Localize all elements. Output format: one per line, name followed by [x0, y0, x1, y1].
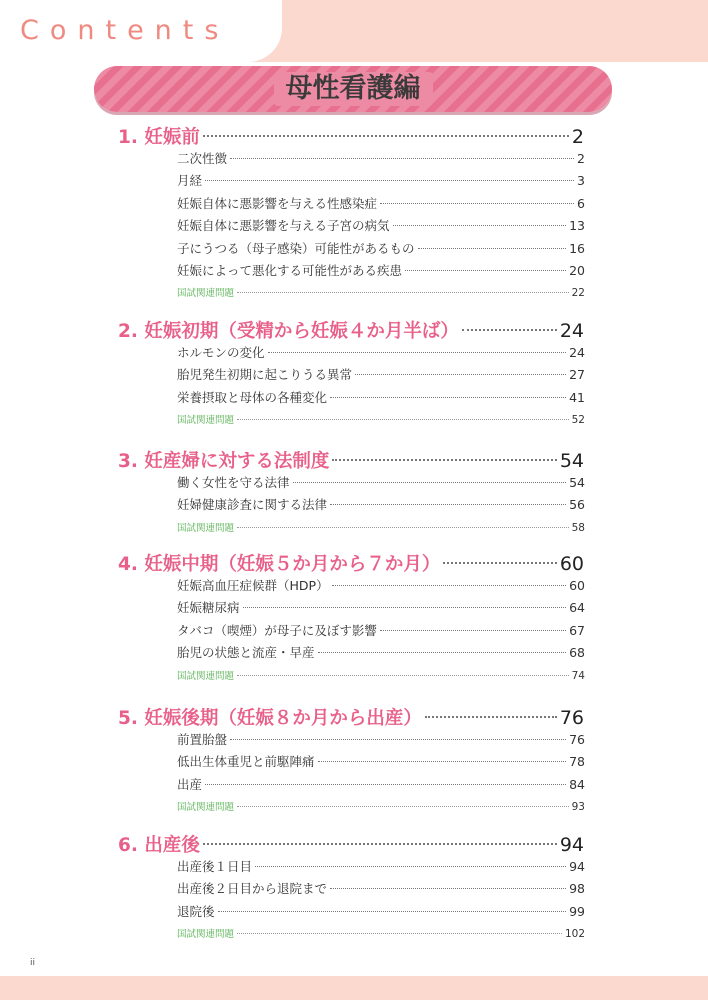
- leader-dots: [443, 562, 556, 564]
- leader-dots: [332, 585, 567, 586]
- toc-entry-page: 67: [569, 622, 585, 638]
- toc-entry-page: 41: [569, 389, 585, 405]
- toc-entry[interactable]: [177, 753, 585, 771]
- toc-entry-page: 20: [569, 263, 585, 278]
- leader-dots: [462, 329, 557, 331]
- leader-dots: [230, 739, 566, 740]
- leader-dots: [268, 352, 567, 353]
- toc-entry-label: 退院後: [177, 903, 215, 919]
- toc-entry[interactable]: [177, 858, 585, 876]
- leader-dots: [405, 270, 566, 271]
- leader-dots: [330, 504, 566, 505]
- exam-questions-entry-label: 国試関連問題: [177, 522, 235, 534]
- toc-entry-label: 妊婦健康診査に関する法律: [177, 497, 328, 513]
- exam-questions-entry-page: 22: [571, 287, 585, 300]
- exam-questions-entry[interactable]: [177, 285, 585, 302]
- leader-dots: [237, 527, 569, 528]
- toc-entry[interactable]: [177, 776, 585, 794]
- toc-entry-page: 98: [569, 881, 585, 897]
- toc-entry-page: 24: [569, 345, 585, 360]
- toc-entry-label: 月経: [177, 173, 203, 189]
- toc-entry[interactable]: [177, 150, 585, 168]
- toc-entry-page: 84: [569, 776, 585, 792]
- chapter-heading-page: 76: [559, 707, 584, 729]
- toc-entry-label: 妊娠糖尿病: [177, 600, 240, 616]
- toc-entry[interactable]: [177, 195, 585, 213]
- page-title: Contents: [20, 15, 230, 46]
- toc-entry-page: 76: [569, 732, 585, 747]
- leader-dots: [355, 374, 566, 375]
- toc-entry-page: 99: [569, 903, 585, 919]
- toc-entry-label: 出産後１日目: [177, 859, 253, 874]
- toc-entry-page: 27: [569, 367, 585, 383]
- toc-entry-label: 妊娠自体に悪影響を与える性感染症: [177, 195, 378, 211]
- chapter-heading[interactable]: [118, 448, 584, 475]
- leader-dots: [243, 607, 567, 608]
- chapter-heading-page: 60: [559, 553, 584, 575]
- toc-entry-label: 妊娠によって悪化する可能性がある疾患: [177, 263, 403, 278]
- leader-dots: [330, 888, 566, 889]
- toc-entry-label: 子にうつる（母子感染）可能性があるもの: [177, 240, 415, 256]
- toc-entry[interactable]: [177, 172, 585, 190]
- chapter-heading[interactable]: [118, 124, 584, 151]
- leader-dots: [393, 225, 567, 226]
- toc-entry-page: 54: [569, 475, 585, 490]
- toc-entry-label: 出産後２日目から退院まで: [177, 881, 328, 897]
- toc-entry[interactable]: [177, 217, 585, 235]
- leader-dots: [380, 203, 574, 204]
- leader-dots: [237, 675, 569, 676]
- exam-questions-entry[interactable]: [177, 668, 585, 685]
- leader-dots: [237, 933, 562, 934]
- toc-entry[interactable]: [177, 262, 585, 280]
- leader-dots: [230, 158, 574, 159]
- toc-entry-label: ホルモンの変化: [177, 345, 265, 360]
- toc-entry[interactable]: [177, 240, 585, 258]
- exam-questions-entry-label: 国試関連問題: [177, 415, 235, 427]
- exam-questions-entry[interactable]: [177, 799, 585, 816]
- toc-entry-label: 出産: [177, 776, 203, 792]
- exam-questions-entry-label: 国試関連問題: [177, 802, 235, 814]
- toc-entry-label: 妊娠高血圧症候群（HDP）: [177, 578, 329, 593]
- chapter-heading-label: 3. 妊産婦に対する法制度: [118, 451, 330, 472]
- exam-questions-entry-page: 74: [571, 669, 585, 682]
- toc-entry-page: 68: [569, 645, 585, 661]
- exam-questions-entry-page: 93: [571, 801, 585, 814]
- toc-entry[interactable]: [177, 389, 585, 407]
- toc-entry-label: 働く女性を守る法律: [177, 475, 290, 490]
- toc-entry-label: 低出生体重児と前駆陣痛: [177, 754, 315, 770]
- leader-dots: [203, 135, 569, 137]
- footer-band: [0, 976, 708, 1000]
- exam-questions-entry-page: 102: [564, 928, 585, 941]
- chapter-heading-label: 2. 妊娠初期（受精から妊娠４か月半ば）: [118, 321, 459, 342]
- chapter-heading-label: 5. 妊娠後期（妊娠８か月から出産）: [118, 708, 422, 729]
- toc-entry[interactable]: [177, 577, 585, 595]
- toc-entry-page: 2: [577, 151, 585, 166]
- toc-entry-label: タバコ（喫煙）が母子に及ぼす影響: [177, 622, 377, 638]
- toc-entry-label: 栄養摂取と母体の各種変化: [177, 389, 328, 405]
- toc-entry[interactable]: [177, 366, 585, 384]
- leader-dots: [293, 482, 567, 483]
- toc-entry[interactable]: [177, 474, 585, 492]
- leader-dots: [237, 292, 569, 293]
- toc-entry[interactable]: [177, 644, 585, 662]
- toc-entry-page: 6: [577, 195, 585, 211]
- exam-questions-entry[interactable]: [177, 926, 585, 943]
- exam-questions-entry-page: 52: [571, 414, 585, 427]
- toc-entry[interactable]: [177, 903, 585, 921]
- toc-entry-page: 16: [569, 240, 585, 256]
- leader-dots: [318, 761, 567, 762]
- leader-dots: [330, 397, 566, 398]
- chapter-heading[interactable]: [118, 318, 584, 345]
- exam-questions-entry[interactable]: [177, 520, 585, 537]
- chapter-heading-page: 2: [571, 126, 584, 148]
- toc-entry-page: 56: [569, 497, 585, 513]
- toc-entry[interactable]: [177, 622, 585, 640]
- leader-dots: [418, 248, 567, 249]
- toc-entry[interactable]: [177, 880, 585, 898]
- toc-entry-label: 胎児の状態と流産・早産: [177, 645, 315, 661]
- toc-entry-page: 13: [569, 218, 585, 234]
- chapter-heading[interactable]: [118, 551, 584, 578]
- toc-entry[interactable]: [177, 344, 585, 362]
- toc-entry[interactable]: [177, 496, 585, 514]
- leader-dots: [205, 784, 566, 785]
- leader-dots: [425, 716, 557, 718]
- toc-entry-label: 二次性徴: [177, 151, 228, 166]
- toc-entry-page: 78: [569, 754, 585, 770]
- chapter-heading-page: 54: [559, 450, 584, 472]
- leader-dots: [237, 419, 569, 420]
- chapter-heading-label: 1. 妊娠前: [118, 127, 200, 148]
- chapter-heading-page: 24: [559, 320, 584, 342]
- leader-dots: [318, 652, 567, 653]
- exam-questions-entry-page: 58: [571, 521, 585, 534]
- leader-dots: [380, 630, 566, 631]
- section-banner: [94, 66, 612, 112]
- chapter-heading-page: 94: [559, 834, 584, 856]
- chapter-heading[interactable]: [118, 705, 584, 732]
- exam-questions-entry-label: 国試関連問題: [177, 288, 235, 300]
- toc-entry-page: 94: [569, 859, 585, 874]
- leader-dots: [332, 459, 556, 461]
- leader-dots: [218, 911, 567, 912]
- chapter-heading-label: 4. 妊娠中期（妊娠５か月から７か月）: [118, 554, 441, 575]
- toc-entry-page: 3: [577, 173, 585, 189]
- page-folio: ii: [30, 958, 36, 968]
- exam-questions-entry-label: 国試関連問題: [177, 929, 235, 941]
- toc-entry-label: 胎児発生初期に起こりうる異常: [177, 367, 353, 383]
- toc-entry[interactable]: [177, 599, 585, 617]
- exam-questions-entry[interactable]: [177, 412, 585, 429]
- toc-entry[interactable]: [177, 731, 585, 749]
- leader-dots: [255, 866, 566, 867]
- toc-entry-label: 妊娠自体に悪影響を与える子宮の病気: [177, 218, 390, 234]
- toc-entry-page: 60: [569, 578, 585, 593]
- section-title: 母性看護編: [274, 72, 433, 106]
- chapter-heading[interactable]: [118, 832, 584, 859]
- leader-dots: [205, 180, 574, 181]
- toc-entry-page: 64: [569, 600, 585, 616]
- chapter-heading-label: 6. 出産後: [118, 835, 200, 856]
- toc-entry-label: 前置胎盤: [177, 732, 228, 747]
- leader-dots: [237, 806, 569, 807]
- exam-questions-entry-label: 国試関連問題: [177, 670, 235, 682]
- leader-dots: [203, 843, 557, 845]
